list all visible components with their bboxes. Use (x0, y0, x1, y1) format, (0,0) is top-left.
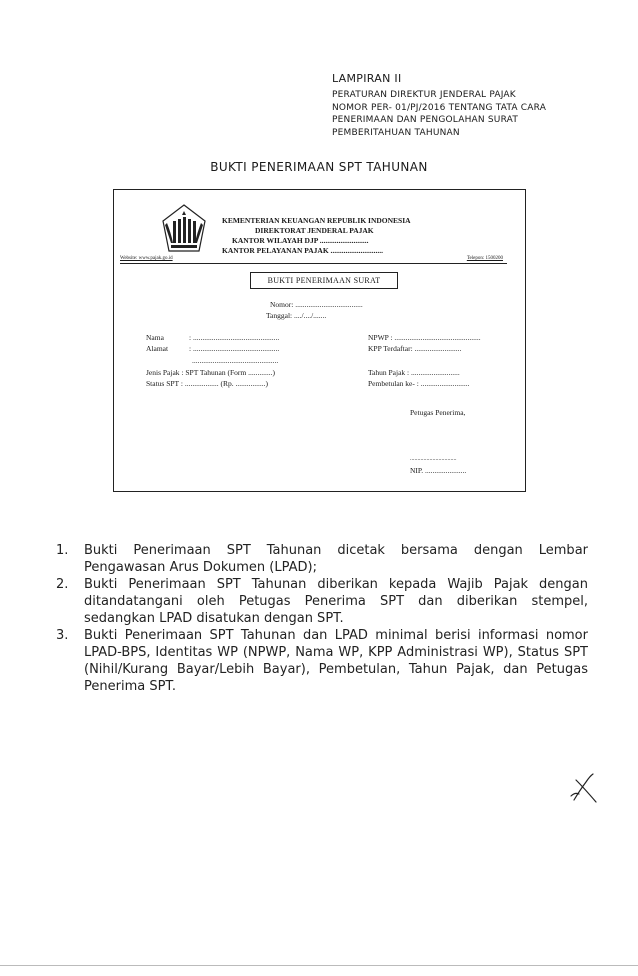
kpp-terdaftar-field: KPP Terdaftar: ......................... (368, 344, 462, 353)
lampiran-header (332, 72, 622, 139)
list-item-number: 1. (56, 543, 69, 558)
garuda-emblem-icon (159, 203, 209, 255)
lampiran-title: LAMPIRAN II (332, 72, 402, 85)
nama-label: Nama (146, 333, 164, 342)
telephone-text: Telepon: 1500200 (466, 256, 503, 261)
nip-field: NIP. ...................... (410, 466, 467, 475)
signature-line: ............................... (410, 456, 457, 462)
letterhead-regional-office: KANTOR WILAYAH DJP .......................... (232, 236, 369, 245)
status-spt-field: Status SPT : .................. (Rp. ................) (146, 379, 268, 388)
jenis-pajak-field: Jenis Pajak : SPT Tahunan (Form .............) (146, 368, 275, 377)
letterhead (222, 216, 411, 256)
lampiran-line: PEMBERITAHUAN TAHUNAN (332, 127, 460, 138)
list-item-number: 3. (56, 628, 69, 643)
letterhead-tax-office: KANTOR PELAYANAN PAJAK ............................ (222, 246, 384, 255)
alamat-value: : .............................................. (189, 344, 280, 353)
letterhead-directorate: DIREKTORAT JENDERAL PAJAK (255, 226, 374, 235)
lampiran-line: PENERIMAAN DAN PENGOLAHAN SURAT (332, 115, 519, 125)
handwritten-initial-icon (566, 770, 602, 806)
petugas-penerima-label: Petugas Penerima, (410, 408, 466, 417)
letterhead-divider (120, 263, 507, 264)
list-item (56, 627, 588, 695)
tanggal-field: Tanggal: ..../..../....... (266, 311, 327, 320)
list-item-text: Bukti Penerimaan SPT Tahunan diberikan kepada Wajib Pajak dengan ditandatangani oleh Petugas Penerima SPT dan diberikan stempel, sedangkan LPAD disatukan dengan SPT. (84, 577, 588, 626)
document-title: BUKTI PENERIMAAN SPT TAHUNAN (210, 160, 428, 174)
npwp-field: NPWP : .............................................. (368, 333, 481, 342)
nama-value: : .............................................. (189, 333, 280, 342)
list-item (56, 542, 588, 576)
lampiran-line: PERATURAN DIREKTUR JENDERAL PAJAK (332, 90, 516, 100)
nomor-field: Nomor: .................................... (270, 300, 363, 309)
lampiran-line: NOMOR PER- 01/PJ/2016 TENTANG TATA CARA (332, 102, 547, 113)
letterhead-ministry: KEMENTERIAN KEUANGAN REPUBLIK INDONESIA (222, 216, 411, 225)
list-item-text: Bukti Penerimaan SPT Tahunan dan LPAD minimal berisi informasi nomor LPAD-BPS, Identitas WP (NPWP, Nama WP, KPP Administrasi WP), Status SPT (Nihil/Kurang Bayar/Lebih Bayar), Pembetulan, Tahun Pajak, dan Petugas Penerima SPT. (84, 628, 588, 694)
receipt-title-box: BUKTI PENERIMAAN SURAT (250, 272, 398, 289)
tahun-pajak-field: Tahun Pajak : .......................... (368, 368, 460, 377)
page-bottom-rule (0, 965, 638, 966)
website-text: Website: www.pajak.go.id (120, 256, 173, 261)
list-item-text: Bukti Penerimaan SPT Tahunan dicetak bersama dengan Lembar Pengawasan Arus Dokumen (LPAD); (84, 543, 588, 575)
pembetulan-field: Pembetulan ke- : .......................... (368, 379, 470, 388)
receipt-form (113, 189, 526, 492)
alamat-value-2: .............................................. (192, 356, 279, 365)
list-item (56, 576, 588, 627)
alamat-label: Alamat (146, 344, 169, 353)
list-item-number: 2. (56, 577, 69, 592)
notes-list (56, 542, 588, 695)
